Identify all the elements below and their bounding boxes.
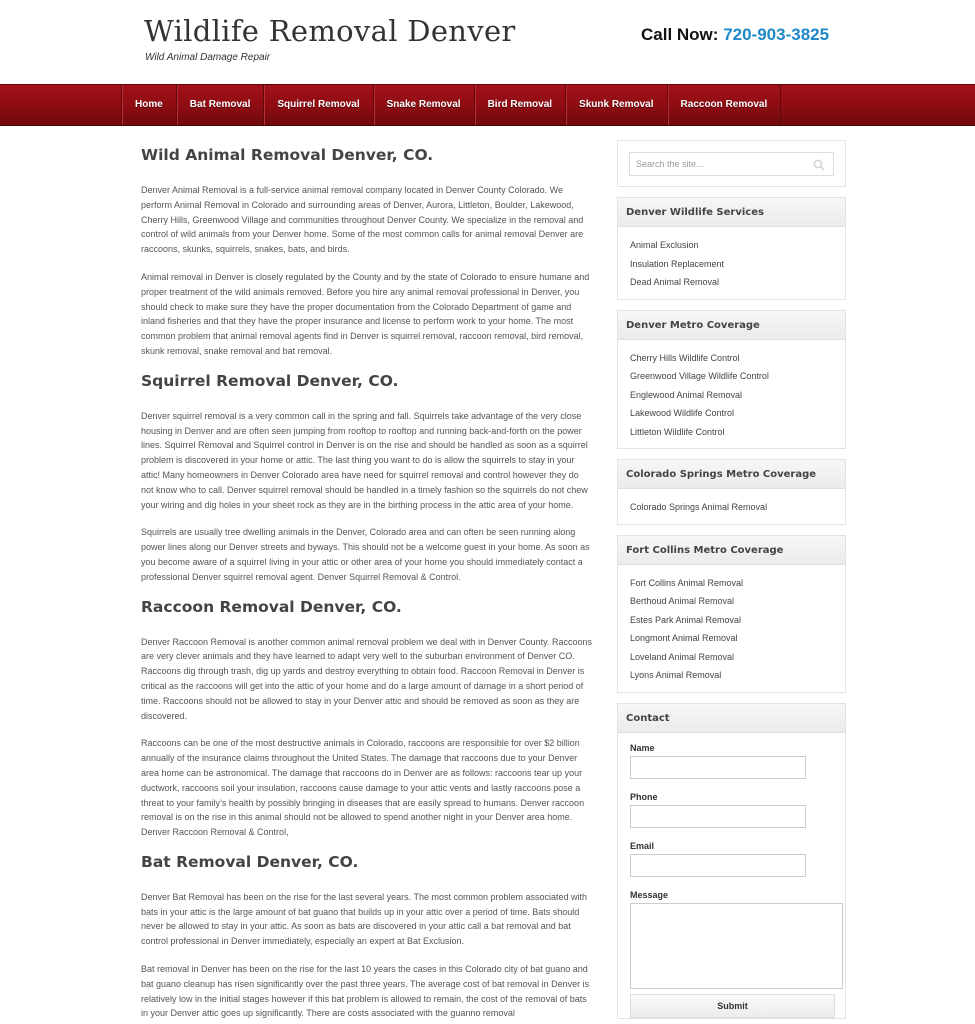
paragraph: Raccoons can be one of the most destructive animals in Colorado, raccoons are responsible for over $2 billion annually of the insurance claims throughout the United States. The damage that raccoons due to your Denver area home can be astronomical. The damage that raccoons do in Denver are as follows: raccoons tear up your ductwork, raccoons soil your insulation, raccoons cause damage to your attic vents and lastly raccoons pose a threat to your family’s health by possibly bringing in diseases that are easily spread to humans. Denver raccoon removal is on the rise in this animal should not be allowed to spend another night in your Denver area home. Denver Raccoon Removal & Control, (141, 738, 585, 838)
name-label: Name (630, 742, 655, 753)
site-title[interactable]: Wildlife Removal Denver (144, 14, 516, 48)
sidebar-link[interactable]: Cherry Hills Wildlife Control (630, 352, 740, 363)
phone-label: Phone (630, 791, 658, 802)
phone-number-link[interactable]: 720-903-3825 (723, 25, 830, 44)
search-icon[interactable] (813, 159, 825, 171)
paragraph: Squirrels are usually tree dwelling animals in the Denver, Colorado area and can often be seen running along power lines along our Denver streets and byways. This should not be a welcome guest in your home. As soon as you become aware of a squirrel living in your attic or other area of your home you should immediately contact a professional Denver squirrel removal agent. Denver Squirrel Removal & Control. (141, 527, 590, 582)
section-heading: Squirrel Removal Denver, CO. (141, 371, 399, 390)
widget-colorado-springs-coverage (617, 459, 846, 525)
name-field[interactable] (630, 756, 806, 779)
sidebar-link[interactable]: Longmont Animal Removal (630, 633, 738, 643)
nav-item-bat-removal[interactable]: Bat Removal (177, 85, 265, 125)
email-label: Email (630, 840, 655, 851)
search-field (629, 152, 834, 176)
sidebar-link[interactable]: Lakewood Wildlife Control (630, 408, 735, 418)
email-field[interactable] (630, 854, 806, 877)
widget-contact (617, 703, 846, 1019)
widget-title: Fort Collins Metro Coverage (618, 536, 845, 565)
message-label: Message (630, 889, 669, 900)
site-tagline: Wild Animal Damage Repair (145, 52, 271, 63)
nav-item-skunk-removal[interactable]: Skunk Removal (566, 85, 667, 125)
sidebar (617, 140, 846, 1024)
sidebar-link[interactable]: Englewood Animal Removal (630, 389, 743, 400)
widget-title: Denver Metro Coverage (618, 311, 845, 340)
nav-item-home[interactable]: Home (122, 85, 177, 125)
main-nav (0, 84, 975, 126)
contact-form (618, 733, 845, 1018)
widget-denver-metro-coverage (617, 310, 846, 450)
nav-item-raccoon-removal[interactable]: Raccoon Removal (668, 85, 782, 125)
phone-field[interactable] (630, 805, 806, 828)
sidebar-link[interactable]: Greenwood Village Wildlife Control (630, 371, 769, 381)
sidebar-link[interactable]: Animal Exclusion (630, 240, 699, 250)
section-heading: Raccoon Removal Denver, CO. (141, 597, 402, 616)
sidebar-link[interactable]: Dead Animal Removal (630, 277, 720, 287)
sidebar-link[interactable]: Littleton Wildlife Control (630, 426, 725, 437)
call-now (641, 25, 829, 45)
paragraph: Denver Animal Removal is a full-service animal removal company located in Denver County Colorado. We perform Animal Removal in Colorado and surrounding areas of Denver, Aurora, Littleton, Boulder, Lakewood, Cherry Hills, Greenwood Village and communities throughout Denver County. We specialize in the removal and control of wild animals from your Denver home. Some of the most common calls for animal removal Denver are raccoons, skunks, squirrels, snakes, bats, and birds. (141, 185, 584, 255)
section-heading: Bat Removal Denver, CO. (141, 852, 359, 871)
paragraph: Denver squirrel removal is a very common call in the spring and fall. Squirrels take advantage of the very close housing in Denver and are often seen jumping from rooftop to rooftop and running back-and-forth on the power lines. Squirrel Removal and Squirrel control in Denver is on the rise and should be handled as soon as a squirrel problem is discovered in your home or attic. The last thing you want to do is allow the squirrels to stay in your attic! Many homeowners in Denver Colorado area have need for squirrel removal and control however they do not know who to call. Denver squirrel removal should be handled in a timely fashion so the squirrels do not chew your wiring and dig holes in your sheet rock as they are in the birthing process in the attic area of your home. (141, 410, 588, 510)
nav-item-snake-removal[interactable]: Snake Removal (374, 85, 475, 125)
section-heading: Wild Animal Removal Denver, CO. (141, 146, 434, 164)
sidebar-link[interactable]: Berthoud Animal Removal (630, 596, 735, 606)
sidebar-link[interactable]: Insulation Replacement (630, 258, 725, 269)
main-content (141, 146, 593, 1024)
widget-denver-wildlife-services (617, 197, 846, 300)
sidebar-link[interactable]: Loveland Animal Removal (630, 651, 735, 662)
submit-button[interactable]: Submit (630, 994, 835, 1018)
call-now-label: Call Now: (641, 25, 719, 44)
sidebar-link[interactable]: Estes Park Animal Removal (630, 614, 742, 625)
search-widget (617, 140, 846, 187)
paragraph: Animal removal in Denver is closely regulated by the County and by the state of Colorado to ensure humane and proper treatment of the wild animals removed. Before you hire any animal removal professional in Denver, you should check to make sure they have the proper documentation from the Colorado Department of game and inland fisheries and that they have the proper insurance and license to perform work to your home. The most common problem that animal removal agents find in Denver is squirrel removal, raccoon removal, bird removal, skunk removal, snake removal and bat removal. (141, 271, 590, 356)
widget-title: Contact (618, 704, 845, 733)
paragraph: Bat removal in Denver has been on the rise for the last 10 years the cases in this Colorado city of bat guano and bat guano cleanup has risen significantly over the past three years. The average cost of bat removal in Denver is relatively low in the initial stages however if this bat problem is allowed to remain, the cost of the removal of bats in your Denver attic goes up significantly. There are costs associated with the guanno removal (141, 964, 590, 1019)
paragraph: Denver Raccoon Removal is another common animal removal problem we deal with in Denver County. Raccoons are very clever animals and they have learned to adapt very well to the suburban environment of Denver CO. Raccoons dig through trash, dig up yards and destroy everything to obtain food. Raccoon Removal in Denver is critical as the raccoons will get into the attic of your home and do a large amount of damage in a short period of time. Raccoons should not be allowed to stay in your Denver attic and should be removed as soon as they are discovered. (141, 636, 593, 721)
sidebar-link[interactable]: Colorado Springs Animal Removal (630, 502, 768, 512)
nav-item-squirrel-removal[interactable]: Squirrel Removal (264, 85, 373, 125)
sidebar-link[interactable]: Lyons Animal Removal (630, 670, 722, 680)
sidebar-link[interactable]: Fort Collins Animal Removal (630, 577, 744, 588)
search-input[interactable] (630, 153, 810, 175)
widget-title: Denver Wildlife Services (618, 198, 845, 227)
message-field[interactable] (630, 903, 843, 989)
site-header (0, 0, 975, 84)
nav-item-bird-removal[interactable]: Bird Removal (475, 85, 566, 125)
widget-title: Colorado Springs Metro Coverage (618, 460, 845, 489)
paragraph: Denver Bat Removal has been on the rise for the last several years. The most common problem associated with bats in your attic is the large amount of bat guano that builds up in your attic over a period of time. Bats should never be allowed to stay in your attic. As soon as bats are discovered in your attic call a bat removal and bat control professional in Denver immediately, especially an expert at Bat Exclusion. (141, 891, 588, 947)
widget-fort-collins-coverage (617, 535, 846, 693)
